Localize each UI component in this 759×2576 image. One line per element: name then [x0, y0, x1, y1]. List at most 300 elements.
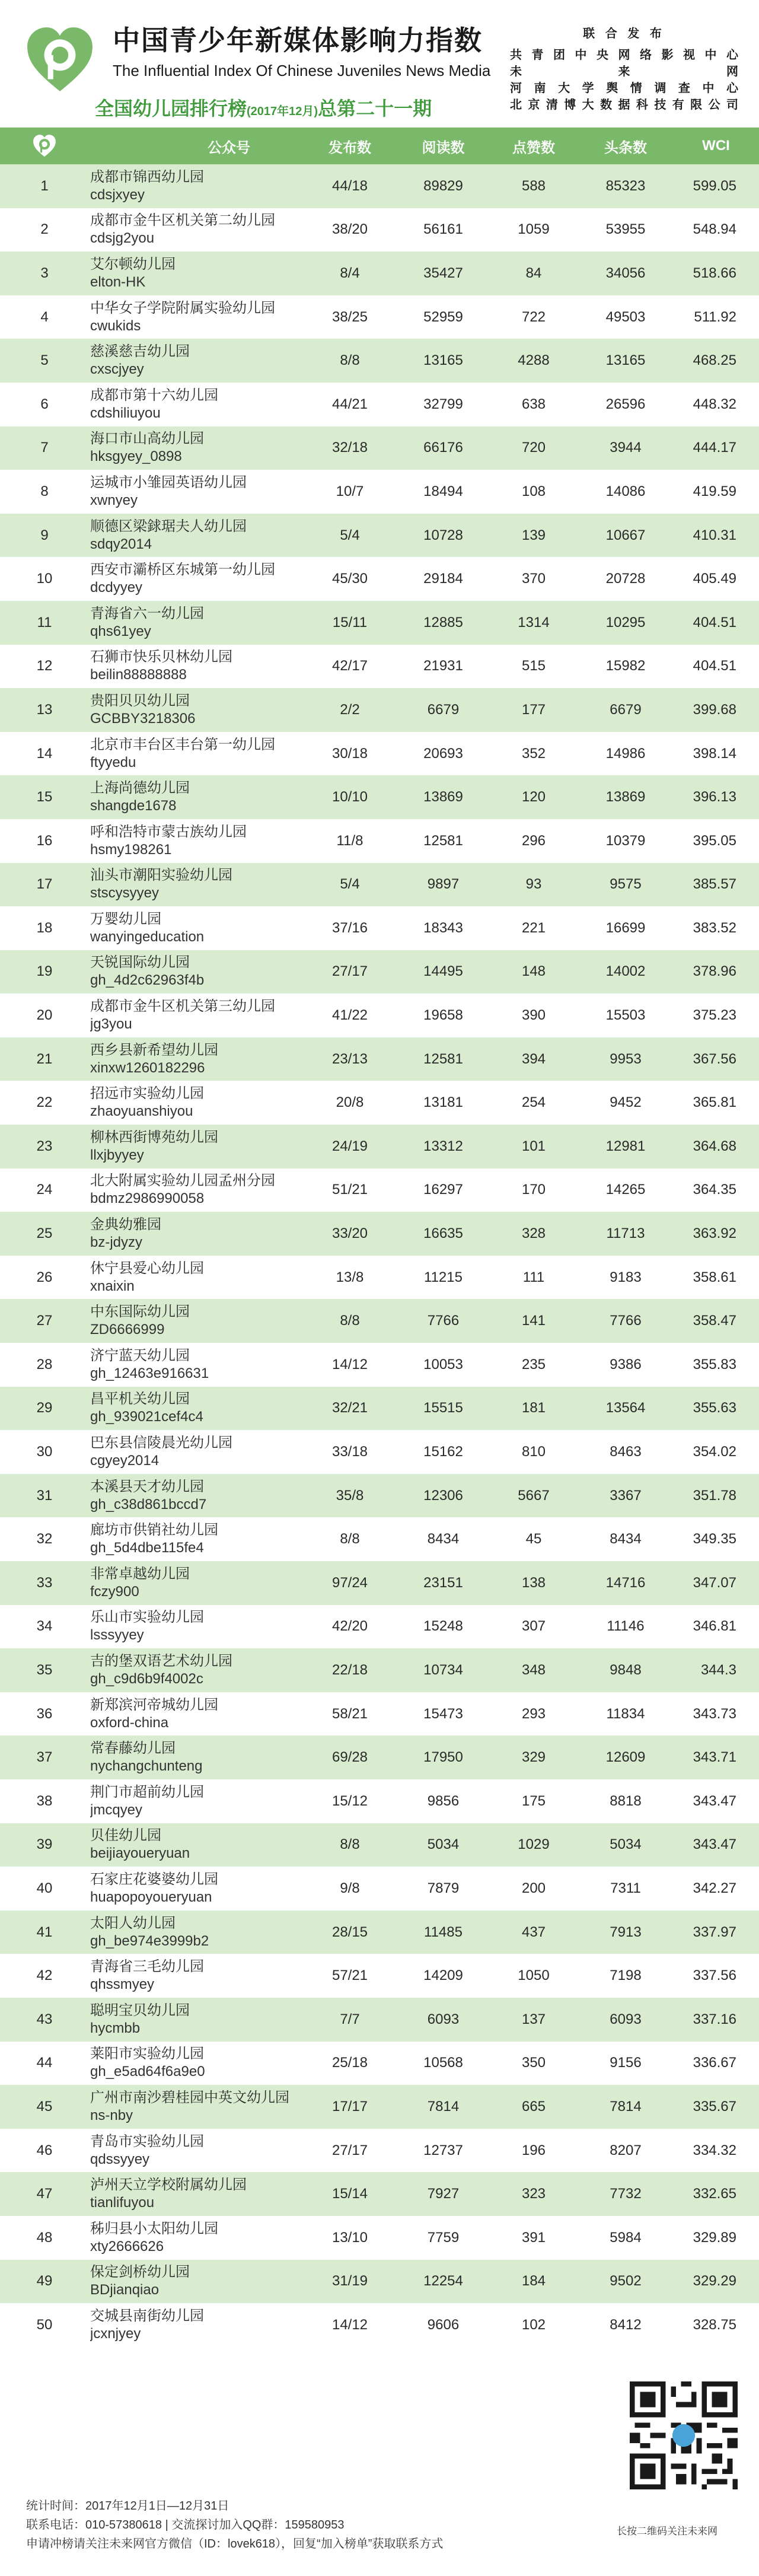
likes-count: 235 — [521, 1356, 546, 1373]
headline-reads: 11146 — [607, 1618, 645, 1635]
wci-score: 367.56 — [693, 1050, 736, 1067]
rank-number: 22 — [36, 1094, 53, 1111]
wci-score: 334.32 — [693, 2142, 736, 2158]
likes-count: 391 — [521, 2229, 546, 2246]
headline-reads: 13564 — [605, 1400, 646, 1416]
column-header-wci: WCI — [702, 138, 730, 154]
account-id: sdqy2014 — [90, 536, 152, 552]
likes-count: 4288 — [518, 352, 550, 369]
account-id: BDjianqiao — [90, 2282, 160, 2298]
account-name: 金典幼雅园 — [90, 1217, 161, 1233]
headline-reads: 13165 — [605, 352, 646, 369]
table-row — [0, 2129, 759, 2173]
likes-count: 221 — [521, 919, 546, 936]
account-name: 新郑滨河帝城幼儿园 — [90, 1696, 218, 1713]
table-row — [0, 1779, 759, 1823]
account-cell — [89, 1605, 302, 1649]
likes-count: 177 — [521, 701, 546, 718]
account-cell — [89, 1779, 302, 1823]
posts-count: 10/10 — [331, 789, 368, 805]
headline-reads: 7311 — [610, 1880, 641, 1896]
account-id: gh_12463e916631 — [90, 1365, 209, 1381]
likes-count: 515 — [521, 658, 546, 674]
account-cell — [89, 2172, 302, 2216]
reads-count: 66176 — [423, 440, 463, 456]
rank-number: 30 — [36, 1444, 53, 1460]
account-name: 中华女子学院附属实验幼儿园 — [90, 300, 275, 316]
rank-number: 28 — [36, 1356, 53, 1373]
account-cell — [89, 1954, 302, 1998]
reads-count: 10053 — [423, 1356, 463, 1373]
reads-count: 7879 — [427, 1880, 460, 1896]
account-cell — [89, 426, 302, 470]
wci-score: 329.89 — [693, 2229, 736, 2246]
table-row — [0, 1168, 759, 1212]
account-name: 贝佳幼儿园 — [90, 1827, 161, 1844]
publisher-line: 北京清博大数据科技有限公司 — [510, 98, 738, 112]
account-name: 交城县南街幼儿园 — [90, 2307, 204, 2324]
likes-count: 196 — [521, 2142, 546, 2158]
posts-count: 5/4 — [340, 527, 360, 543]
account-cell — [89, 2085, 302, 2129]
likes-count: 141 — [521, 1313, 546, 1329]
account-name: 柳林西街博苑幼儿园 — [90, 1129, 218, 1145]
reads-count: 7766 — [427, 1313, 460, 1329]
posts-count: 8/8 — [340, 1531, 360, 1547]
account-cell — [89, 2260, 302, 2304]
account-id: bz-jdyzy — [90, 1234, 143, 1251]
reads-count: 35427 — [423, 265, 463, 281]
reads-count: 52959 — [423, 308, 463, 325]
posts-count: 33/20 — [331, 1225, 368, 1242]
posts-count: 8/8 — [340, 352, 360, 369]
reads-count: 12885 — [423, 614, 463, 631]
headline-reads: 14086 — [605, 483, 646, 499]
posts-count: 15/12 — [331, 1792, 368, 1809]
account-name: 青岛市实验幼儿园 — [90, 2133, 204, 2150]
headline-reads: 34056 — [605, 265, 646, 281]
headline-reads: 14986 — [605, 745, 646, 762]
headline-reads: 53955 — [605, 221, 646, 238]
account-cell — [89, 645, 302, 689]
likes-count: 296 — [521, 832, 546, 849]
rank-number: 5 — [40, 352, 49, 369]
wci-score: 548.94 — [693, 221, 736, 238]
table-row — [0, 557, 759, 601]
account-id: llxjbyyey — [90, 1147, 144, 1163]
reads-count: 19658 — [423, 1007, 463, 1024]
account-id: zhaoyuanshiyou — [90, 1103, 193, 1120]
wci-score: 399.68 — [693, 701, 736, 718]
account-id: qhssmyey — [90, 1976, 155, 1993]
account-id: tianlifuyou — [90, 2195, 155, 2211]
table-row — [0, 1081, 759, 1125]
table-row — [0, 645, 759, 689]
wci-score: 385.57 — [693, 876, 736, 893]
wci-score: 337.56 — [693, 1967, 736, 1984]
column-header-reads: 阅读数 — [422, 139, 465, 156]
rank-number: 48 — [36, 2229, 53, 2246]
reads-count: 10734 — [423, 1661, 463, 1678]
account-id: cdsjxyey — [90, 186, 145, 203]
likes-count: 148 — [521, 963, 546, 980]
headline-reads: 16699 — [605, 919, 646, 936]
likes-count: 120 — [521, 789, 546, 805]
reads-count: 9856 — [427, 1792, 460, 1809]
posts-count: 7/7 — [340, 2011, 360, 2027]
posts-count: 25/18 — [331, 2055, 368, 2071]
rank-number: 17 — [36, 876, 53, 893]
account-cell — [89, 557, 302, 601]
wci-score: 448.32 — [693, 396, 736, 412]
posts-count: 32/18 — [331, 440, 368, 456]
account-name: 成都市金牛区机关第三幼儿园 — [90, 998, 275, 1015]
rank-number: 13 — [36, 701, 53, 718]
wci-score: 410.31 — [693, 527, 736, 543]
table-row — [0, 164, 759, 208]
rank-number: 44 — [36, 2055, 53, 2071]
reads-count: 11215 — [424, 1269, 463, 1285]
rank-number: 21 — [36, 1050, 53, 1067]
reads-count: 12306 — [423, 1487, 463, 1504]
posts-count: 27/17 — [331, 2142, 368, 2158]
headline-reads: 8434 — [610, 1531, 642, 1547]
account-id: xnaixin — [90, 1278, 135, 1294]
account-name: 聪明宝贝幼儿园 — [90, 2002, 190, 2018]
account-name: 石狮市快乐贝林幼儿园 — [90, 649, 232, 666]
reads-count: 14495 — [423, 963, 463, 980]
page-header — [0, 0, 759, 128]
account-cell — [89, 339, 302, 383]
account-id: elton-HK — [90, 273, 146, 290]
posts-count: 32/21 — [331, 1400, 368, 1416]
headline-reads: 9953 — [610, 1050, 642, 1067]
likes-count: 323 — [521, 2186, 546, 2202]
account-cell — [89, 470, 302, 514]
reads-count: 9606 — [427, 2316, 460, 2333]
account-cell — [89, 1736, 302, 1779]
account-id: lsssyyey — [90, 1627, 144, 1644]
likes-count: 307 — [521, 1618, 546, 1635]
account-name: 乐山市实验幼儿园 — [90, 1609, 204, 1626]
table-row — [0, 1648, 759, 1692]
account-name: 石家庄花婆婆幼儿园 — [90, 1871, 218, 1887]
headline-reads: 9502 — [610, 2273, 642, 2290]
ranking-subtitle — [95, 94, 432, 121]
posts-count: 9/8 — [340, 1880, 360, 1896]
wci-score: 328.75 — [693, 2316, 736, 2333]
rank-number: 39 — [36, 1836, 53, 1853]
rank-number: 8 — [40, 483, 49, 499]
account-id: cdsjg2you — [90, 230, 155, 247]
posts-count: 27/17 — [331, 963, 368, 980]
headline-reads: 7814 — [610, 2098, 642, 2115]
subtitle-issue: 总第二十一期 — [318, 98, 432, 119]
wci-score: 335.67 — [693, 2098, 736, 2115]
header-logo-cell — [0, 128, 89, 164]
account-id: nychangchunteng — [90, 1758, 203, 1775]
account-cell — [89, 2216, 302, 2260]
account-name: 中东国际幼儿园 — [90, 1304, 190, 1320]
account-id: jmcqyey — [90, 1801, 143, 1818]
account-id: wanyingeducation — [90, 928, 205, 945]
table-row — [0, 208, 759, 252]
wci-score: 396.13 — [693, 789, 736, 805]
table-row — [0, 1823, 759, 1867]
reads-count: 12581 — [423, 832, 463, 849]
rank-number: 14 — [36, 745, 53, 762]
wci-score: 347.07 — [693, 1574, 736, 1591]
wci-score: 404.51 — [693, 614, 736, 631]
account-name: 非常卓越幼儿园 — [90, 1565, 190, 1582]
publisher-line: 河南大学舆情调查中心 — [510, 82, 738, 95]
rank-number: 3 — [40, 265, 49, 281]
account-id: xinxw1260182296 — [90, 1059, 205, 1076]
account-cell — [89, 1998, 302, 2042]
wci-score: 599.05 — [693, 177, 736, 194]
rank-number: 10 — [36, 571, 53, 587]
reads-count: 16297 — [423, 1182, 463, 1198]
likes-count: 181 — [521, 1400, 546, 1416]
account-id: jcxnjyey — [90, 2325, 141, 2342]
likes-count: 93 — [525, 876, 542, 893]
likes-count: 350 — [521, 2055, 546, 2071]
table-row — [0, 1256, 759, 1300]
headline-reads: 8463 — [610, 1444, 642, 1460]
account-name: 天锐国际幼儿园 — [90, 954, 190, 971]
wci-score: 349.35 — [693, 1531, 736, 1547]
account-cell — [89, 819, 302, 863]
reads-count: 8434 — [427, 1531, 460, 1547]
account-cell — [89, 732, 302, 776]
wci-score: 378.96 — [693, 963, 736, 980]
rank-number: 38 — [36, 1792, 53, 1809]
reads-count: 13181 — [423, 1094, 463, 1111]
likes-count: 390 — [521, 1007, 546, 1024]
account-name: 成都市第十六幼儿园 — [90, 387, 218, 403]
table-row — [0, 1343, 759, 1387]
account-cell — [89, 775, 302, 819]
reads-count: 9897 — [427, 876, 460, 893]
reads-count: 12581 — [423, 1050, 463, 1067]
posts-count: 13/8 — [336, 1269, 364, 1285]
rank-number: 45 — [36, 2098, 53, 2115]
account-cell — [89, 1910, 302, 1954]
account-cell — [89, 1517, 302, 1561]
account-id: gh_939021cef4c4 — [90, 1409, 203, 1425]
account-cell — [89, 906, 302, 950]
wci-score: 405.49 — [693, 571, 736, 587]
wci-score: 363.92 — [693, 1225, 736, 1242]
account-cell — [89, 164, 302, 208]
table-row — [0, 1605, 759, 1649]
account-cell — [89, 251, 302, 295]
table-row — [0, 775, 759, 819]
posts-count: 14/12 — [331, 1356, 368, 1373]
table-row — [0, 1037, 759, 1081]
account-cell — [89, 383, 302, 426]
rank-number: 1 — [40, 177, 49, 194]
wci-score: 355.83 — [693, 1356, 736, 1373]
account-name: 成都市金牛区机关第二幼儿园 — [90, 212, 275, 229]
posts-count: 22/18 — [331, 1661, 368, 1678]
account-name: 招远市实验幼儿园 — [90, 1085, 204, 1102]
page-title: 中国青少年新媒体影响力指数 — [113, 25, 483, 56]
rank-number: 24 — [36, 1182, 53, 1198]
posts-count: 58/21 — [331, 1705, 368, 1722]
rank-number: 19 — [36, 963, 53, 980]
posts-count: 23/13 — [331, 1050, 368, 1067]
likes-count: 84 — [525, 265, 542, 281]
reads-count: 21931 — [423, 658, 463, 674]
headline-reads: 7198 — [610, 1967, 642, 1984]
wci-score: 358.61 — [693, 1269, 736, 1285]
table-row — [0, 906, 759, 950]
posts-count: 11/8 — [336, 832, 363, 849]
account-name: 青海省六一幼儿园 — [90, 605, 204, 622]
account-id: cdshiliuyou — [90, 405, 161, 421]
posts-count: 42/20 — [331, 1618, 368, 1635]
wci-score: 343.47 — [693, 1792, 736, 1809]
rank-number: 12 — [36, 658, 53, 674]
table-row — [0, 1212, 759, 1256]
likes-count: 329 — [521, 1749, 546, 1766]
table-row — [0, 1998, 759, 2042]
posts-count: 38/25 — [331, 308, 368, 325]
reads-count: 29184 — [423, 571, 463, 587]
headline-reads: 11834 — [606, 1705, 645, 1722]
reads-count: 18343 — [423, 919, 463, 936]
headline-reads: 3367 — [610, 1487, 642, 1504]
subtitle-date: (2017年12月) — [247, 105, 318, 118]
posts-count: 15/14 — [331, 2186, 368, 2202]
table-row — [0, 1387, 759, 1431]
account-id: ftyyedu — [90, 754, 136, 770]
rank-number: 41 — [36, 1924, 53, 1940]
headline-reads: 5984 — [610, 2229, 642, 2246]
table-row — [0, 2172, 759, 2216]
posts-count: 30/18 — [331, 745, 368, 762]
rank-number: 34 — [36, 1618, 53, 1635]
account-cell — [89, 601, 302, 645]
posts-count: 10/7 — [336, 483, 364, 499]
table-row — [0, 295, 759, 339]
account-name: 海口市山高幼儿园 — [90, 431, 204, 447]
account-name: 广州市南沙碧桂园中英文幼儿园 — [90, 2089, 289, 2106]
account-id: hksgyey_0898 — [90, 448, 182, 465]
account-id: beilin88888888 — [90, 667, 187, 683]
column-header-posts: 发布数 — [329, 139, 371, 156]
posts-count: 15/11 — [332, 614, 368, 631]
account-id: cxscjyey — [90, 361, 144, 378]
table-row — [0, 1474, 759, 1518]
reads-count: 7814 — [427, 2098, 460, 2115]
table-row — [0, 1125, 759, 1168]
subtitle-main: 全国幼儿园排行榜 — [95, 98, 247, 119]
account-cell — [89, 1561, 302, 1605]
reads-count: 18494 — [423, 483, 463, 499]
reads-count: 32799 — [423, 396, 463, 412]
likes-count: 101 — [521, 1138, 546, 1154]
likes-count: 1029 — [518, 1836, 550, 1853]
account-name: 呼和浩特市蒙古族幼儿园 — [90, 823, 247, 840]
wci-score: 364.68 — [693, 1138, 736, 1154]
posts-count: 8/4 — [340, 265, 360, 281]
headline-reads: 15503 — [605, 1007, 646, 1024]
wci-score: 355.63 — [693, 1400, 736, 1416]
publisher-line: 未来网 — [510, 65, 738, 78]
account-id: GCBBY3218306 — [90, 710, 196, 727]
account-id: shangde1678 — [90, 798, 177, 814]
wci-score: 398.14 — [693, 745, 736, 762]
likes-count: 437 — [521, 1924, 546, 1940]
headline-reads: 5034 — [610, 1836, 642, 1853]
likes-count: 394 — [521, 1050, 546, 1067]
rank-number: 37 — [36, 1749, 53, 1766]
account-name: 北大附属实验幼儿园孟州分园 — [90, 1173, 275, 1189]
account-id: stscysyyey — [90, 885, 160, 902]
posts-count: 44/21 — [331, 396, 368, 412]
account-name: 济宁蓝天幼儿园 — [90, 1347, 190, 1364]
account-cell — [89, 208, 302, 252]
account-name: 本溪县天才幼儿园 — [90, 1478, 204, 1495]
posts-count: 14/12 — [331, 2316, 368, 2333]
account-name: 北京市丰台区丰台第一幼儿园 — [90, 736, 275, 753]
headline-reads: 10667 — [605, 527, 646, 543]
account-cell — [89, 1168, 302, 1212]
posts-count: 44/18 — [331, 177, 368, 194]
headline-reads: 7766 — [610, 1313, 642, 1329]
headline-reads: 85323 — [605, 177, 646, 194]
table-row — [0, 994, 759, 1037]
account-id: ZD6666999 — [90, 1322, 165, 1338]
reads-count: 89829 — [423, 177, 463, 194]
column-header-likes: 点赞数 — [512, 139, 555, 156]
account-name: 西乡县新希望幼儿园 — [90, 1042, 218, 1058]
reads-count: 20693 — [423, 745, 463, 762]
reads-count: 13165 — [423, 352, 463, 369]
reads-count: 10728 — [423, 527, 463, 543]
posts-count: 31/19 — [331, 2273, 368, 2290]
likes-count: 810 — [521, 1444, 546, 1460]
account-id: qhs61yey — [90, 623, 151, 639]
account-cell — [89, 1387, 302, 1431]
table-row — [0, 1430, 759, 1474]
reads-count: 23151 — [423, 1574, 463, 1591]
apply-info: 申请冲榜请关注未来网官方微信（ID：lovek618），回复“加入榜单”获取联系方式 — [26, 2537, 444, 2550]
reads-count: 15162 — [423, 1444, 463, 1460]
reads-count: 17950 — [423, 1749, 463, 1766]
account-id: qdssyyey — [90, 2151, 150, 2167]
column-header-account: 公众号 — [208, 139, 250, 156]
rank-number: 49 — [36, 2273, 53, 2290]
table-row — [0, 470, 759, 514]
likes-count: 45 — [525, 1531, 542, 1547]
account-cell — [89, 863, 302, 907]
wci-score: 395.05 — [693, 832, 736, 849]
reads-count: 13312 — [423, 1138, 463, 1154]
headline-reads: 12609 — [605, 1749, 646, 1766]
rank-number: 23 — [36, 1138, 53, 1154]
reads-count: 12737 — [423, 2142, 463, 2158]
headline-reads: 12981 — [605, 1138, 646, 1154]
likes-count: 170 — [521, 1182, 546, 1198]
posts-count: 8/8 — [340, 1836, 360, 1853]
rank-number: 18 — [36, 919, 53, 936]
rank-number: 33 — [36, 1574, 53, 1591]
headline-reads: 9156 — [610, 2055, 642, 2071]
wci-score: 518.66 — [693, 265, 736, 281]
